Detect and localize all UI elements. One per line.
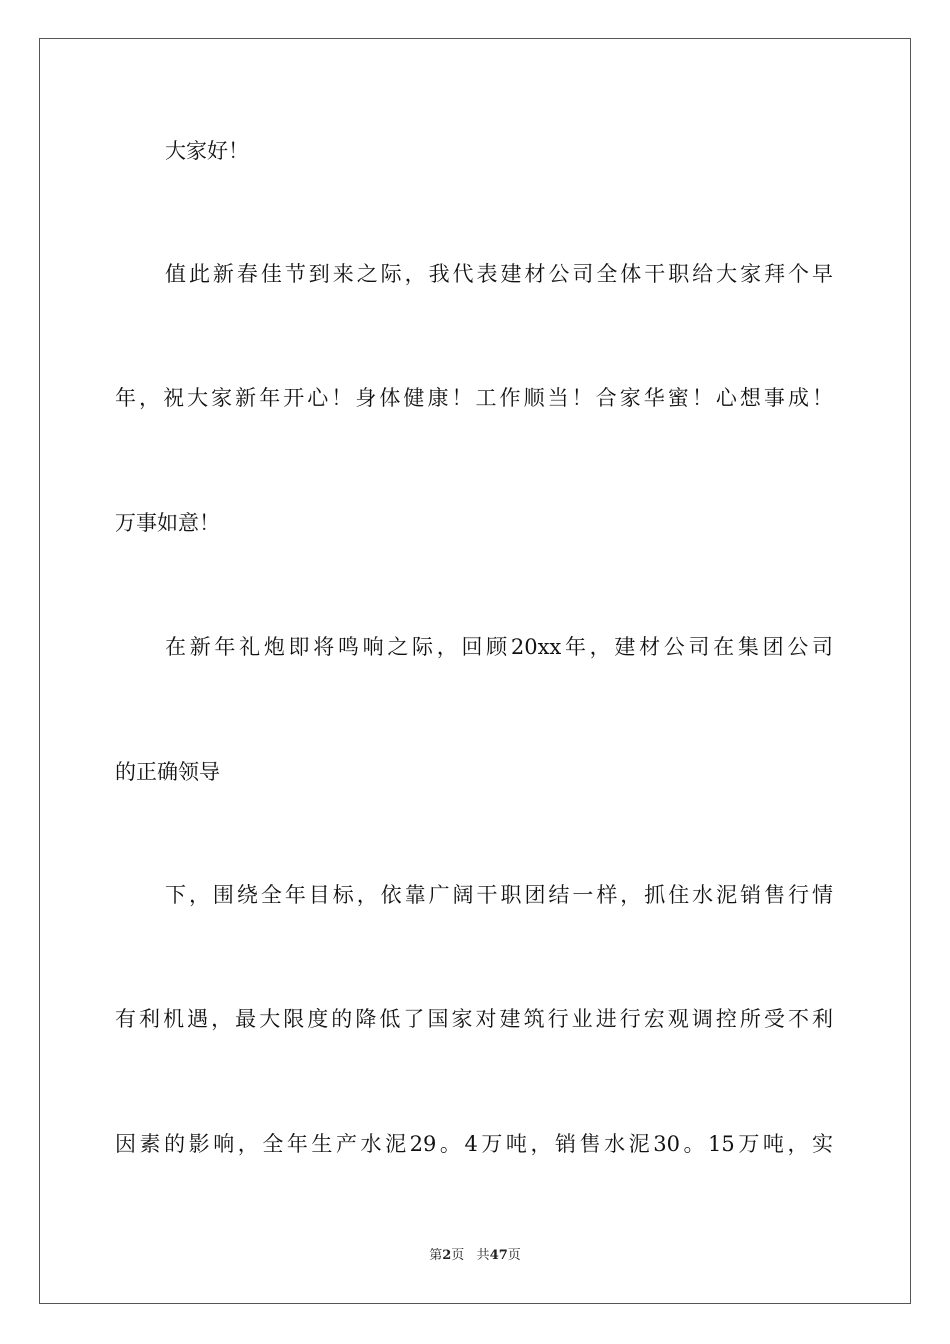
text-line-7: 下，围绕全年目标，依靠广阔干职团结一样，抓住水泥销售行情 — [165, 883, 833, 907]
footer-total-suffix: 页 — [507, 1248, 521, 1263]
text-line-3: 年，祝大家新年开心！身体健康！工作顺当！合家华蜜！心想事成！ — [115, 386, 833, 410]
footer-page-prefix: 第 — [429, 1248, 443, 1263]
page-border — [39, 38, 911, 1304]
footer-total-pages: 47 — [489, 1248, 508, 1263]
text-line-5: 在新年礼炮即将鸣响之际，回顾20xx年，建材公司在集团公司 — [165, 635, 833, 659]
page-footer — [0, 1244, 950, 1263]
text-line-6: 的正确领导 — [115, 760, 220, 784]
footer-total-prefix: 共 — [476, 1248, 490, 1263]
footer-page-suffix: 页 — [451, 1248, 465, 1263]
text-line-greeting: 大家好！ — [165, 139, 249, 163]
text-line-2: 值此新春佳节到来之际，我代表建材公司全体干职给大家拜个早 — [165, 262, 833, 286]
text-line-8: 有利机遇，最大限度的降低了国家对建筑行业进行宏观调控所受不利 — [115, 1007, 833, 1031]
footer-page-number: 2 — [442, 1248, 452, 1263]
text-line-9: 因素的影响，全年生产水泥29。4万吨，销售水泥30。15万吨，实 — [115, 1132, 833, 1156]
text-line-4: 万事如意！ — [115, 511, 220, 535]
